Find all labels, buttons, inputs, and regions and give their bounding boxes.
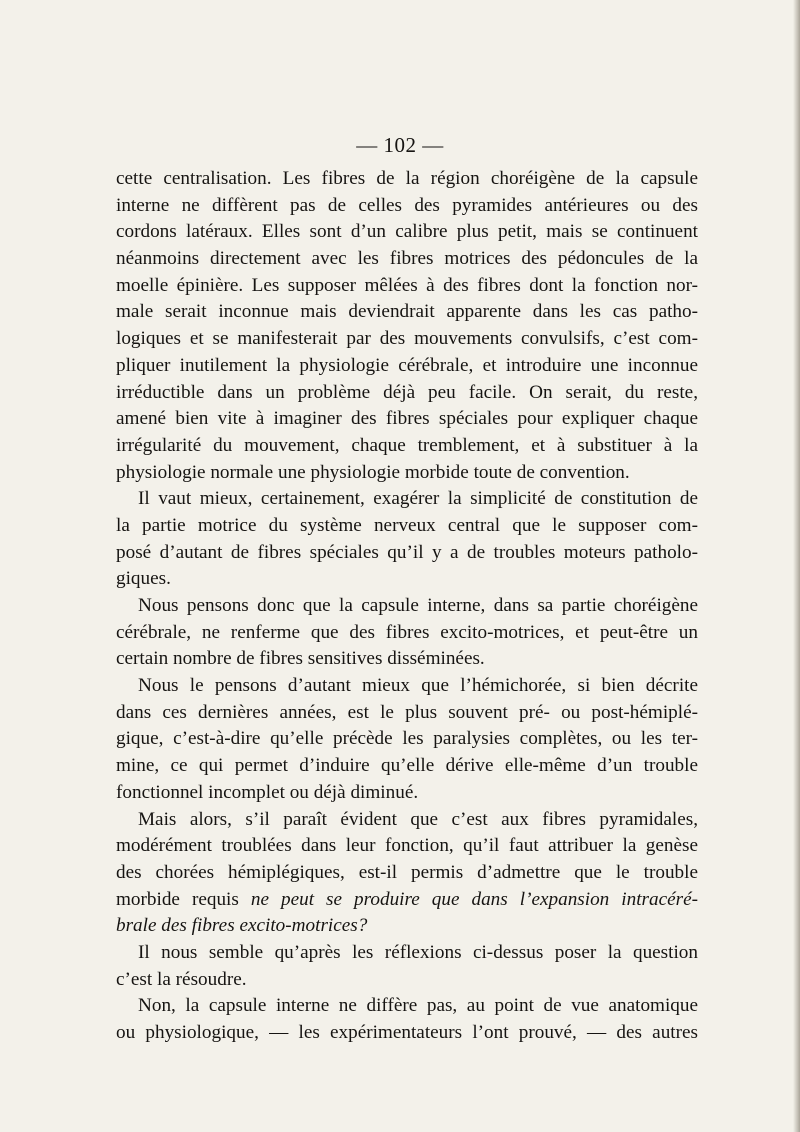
text-line: Il vaut mieux, certainement, exagérer la simplicité de constitution de [138, 488, 698, 510]
text-line: logiques et se manifesterait par des mouvements convulsifs, c’est com- [116, 328, 698, 350]
body-text [116, 166, 698, 1047]
italic-text-line: brale des fibres excito-motrices? [116, 915, 368, 937]
text-line: Nous pensons donc que la capsule interne, dans sa partie choréigène [138, 595, 698, 616]
text-line: amené bien vite à imaginer des fibres spéciales pour expliquer chaque [116, 408, 698, 430]
text-line: c’est la résoudre. [116, 968, 247, 990]
text-segment: morbide requis [116, 888, 239, 910]
text-line: moelle épinière. Les supposer mêlées à des fibres dont la fonction nor- [116, 274, 698, 296]
text-line: physiologie normale une physiologie morbide toute de convention. [116, 461, 630, 483]
text-line: des chorées hémiplégiques, est-il permis d’admettre que le trouble [116, 861, 698, 883]
page-edge-shadow [793, 0, 800, 1132]
page-number: — 102 — [356, 133, 444, 157]
text-line: cérébrale, ne renferme que des fibres excito-motrices, et peut-être un [116, 621, 698, 643]
text-line: gique, c’est-à-dire qu’elle précède les paralysies complètes, ou les ter- [116, 728, 698, 750]
text-line: dans ces dernières années, est le plus souvent pré- ou post-hémiplé- [116, 701, 698, 723]
text-line: giques. [116, 568, 171, 590]
text-line: cordons latéraux. Elles sont d’un calibre plus petit, mais se continuent [116, 221, 698, 243]
text-line: cette centralisation. Les fibres de la région choréigène de la capsule [116, 168, 698, 189]
text-line: néanmoins directement avec les fibres motrices des pédoncules de la [116, 248, 698, 270]
text-line: mine, ce qui permet d’induire qu’elle dérive elle-même d’un trouble [116, 755, 698, 777]
text-line: certain nombre de fibres sensitives disséminées. [116, 648, 485, 670]
text-line: la partie motrice du système nerveux central que le supposer com- [116, 514, 698, 536]
text-line: modérément troublées dans leur fonction, qu’il faut attribuer la genèse [116, 835, 698, 857]
text-line: Nous le pensons d’autant mieux que l’hémichorée, si bien décrite [138, 675, 698, 697]
text-line: ou physiologique, — les expérimentateurs l’ont prouvé, — des autres [116, 1022, 698, 1043]
text-line: posé d’autant de fibres spéciales qu’il y a de troubles moteurs patholo- [116, 541, 698, 563]
text-line: Non, la capsule interne ne diffère pas, au point de vue anatomique [138, 995, 698, 1017]
text-line: Mais alors, s’il paraît évident que c’est aux fibres pyramidales, [138, 808, 698, 830]
text-line-mixed [116, 887, 698, 914]
text-line: irrégularité du mouvement, chaque tremblement, et à substituer à la [116, 434, 698, 456]
text-line: male serait inconnue mais deviendrait apparente dans les cas patho- [116, 301, 698, 323]
text-line: Il nous semble qu’après les réflexions ci-dessus poser la question [138, 941, 698, 963]
text-line: interne ne diffèrent pas de celles des pyramides antérieures ou des [116, 194, 698, 216]
text-line: fonctionnel incomplet ou déjà diminué. [116, 781, 419, 803]
italic-text-segment: ne peut se produire que dans l’expansion intracéré- [250, 888, 699, 910]
text-line: irréductible dans un problème déjà peu facile. On serait, du reste, [116, 381, 698, 403]
text-line: pliquer inutilement la physiologie cérébrale, et introduire une inconnue [116, 354, 698, 376]
